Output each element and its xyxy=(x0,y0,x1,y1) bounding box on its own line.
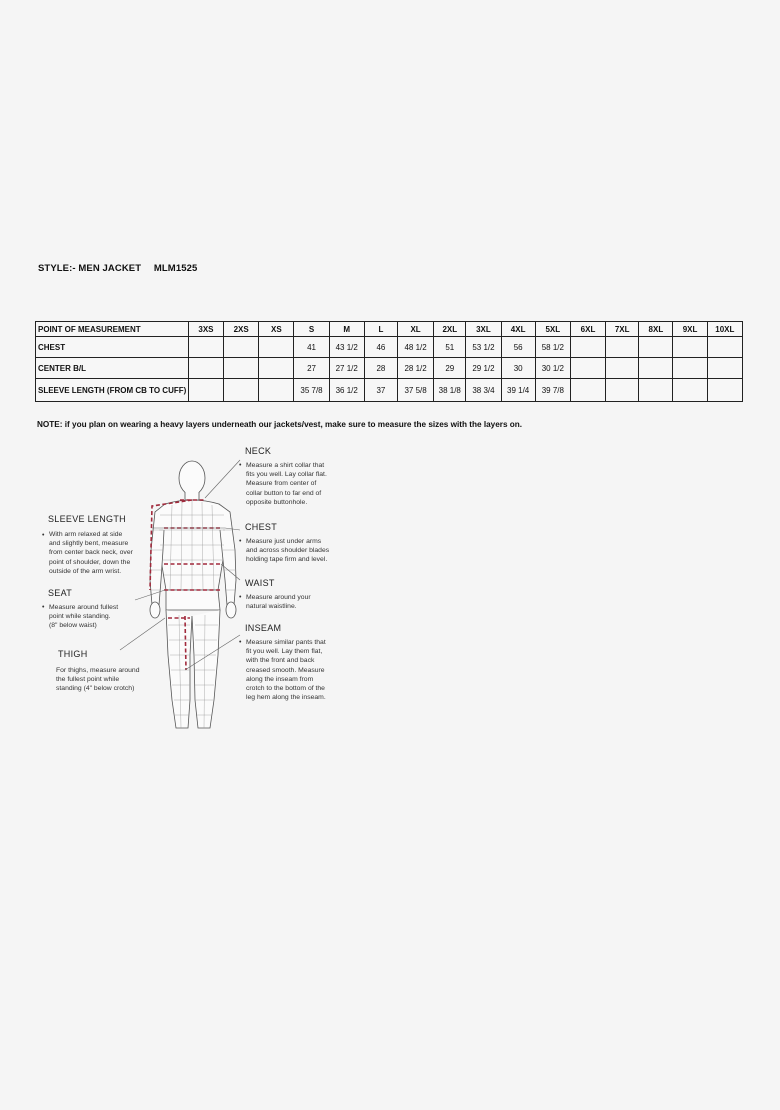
chest-instructions xyxy=(246,537,329,565)
table-row xyxy=(36,379,743,402)
table-cell: 38 3/4 xyxy=(466,379,501,402)
row-label: CENTER B/L xyxy=(36,358,189,379)
table-cell: 30 xyxy=(501,358,535,379)
table-cell: 35 7/8 xyxy=(294,379,329,402)
neck-label: NECK xyxy=(245,446,272,456)
table-cell xyxy=(707,358,742,379)
style-code: MLM1525 xyxy=(153,263,198,274)
table-row xyxy=(36,337,743,358)
table-cell: 37 xyxy=(364,379,397,402)
table-cell xyxy=(570,337,605,358)
column-header: 7XL xyxy=(606,322,639,337)
table-cell: 39 1/4 xyxy=(501,379,535,402)
instruction-line: natural waistline. xyxy=(246,603,297,611)
instruction-line: Measure just under arms xyxy=(246,538,322,545)
instruction-line: along the inseam from xyxy=(246,675,314,683)
inseam-label: INSEAM xyxy=(245,623,282,633)
table-cell xyxy=(259,358,294,379)
bullet-icon: • xyxy=(42,604,45,611)
instruction-line: Measure around fullest xyxy=(49,604,119,611)
table-cell: 28 xyxy=(364,358,397,379)
table-cell: 27 1/2 xyxy=(329,358,364,379)
column-header: 3XS xyxy=(188,322,223,337)
inseam-instructions xyxy=(246,638,326,702)
table-cell: 27 xyxy=(294,358,329,379)
table-cell: 29 1/2 xyxy=(466,358,501,379)
layering-note: NOTE: if you plan on wearing a heavy layers underneath our jackets/vest, make sure to measure the sizes with the layers on. xyxy=(37,420,523,429)
column-header: POINT OF MEASUREMENT xyxy=(36,322,189,337)
table-cell xyxy=(188,358,223,379)
table-cell xyxy=(188,379,223,402)
instruction-line: fit you well. Lay them flat, xyxy=(246,648,323,656)
table-cell xyxy=(188,337,223,358)
instruction-line: crotch to the bottom of the xyxy=(246,685,325,693)
table-cell xyxy=(707,379,742,402)
table-cell: 29 xyxy=(434,358,466,379)
style-label: STYLE:- MEN JACKET xyxy=(38,263,142,274)
instruction-line: with the front and back xyxy=(246,657,315,665)
instruction-line: holding tape firm and level. xyxy=(246,556,328,564)
bullet-icon: • xyxy=(239,538,242,545)
instruction-line: fits you well. Lay collar flat. xyxy=(246,471,327,479)
table-cell: 36 1/2 xyxy=(329,379,364,402)
column-header: 4XL xyxy=(501,322,535,337)
sleeve-instructions xyxy=(49,530,133,576)
table-cell xyxy=(707,337,742,358)
instruction-line: leg hem along the inseam. xyxy=(246,694,326,702)
column-header: L xyxy=(364,322,397,337)
instruction-line: For thighs, measure around xyxy=(56,667,140,674)
instruction-line: Measure a shirt collar that xyxy=(246,462,325,469)
instruction-line: (8" below waist) xyxy=(49,622,97,630)
style-heading xyxy=(38,263,197,274)
table-cell xyxy=(224,379,259,402)
measurement-guide xyxy=(40,440,360,740)
waist-instructions xyxy=(246,593,311,611)
bullet-icon: • xyxy=(42,532,45,539)
instruction-line: standing (4" below crotch) xyxy=(56,685,135,693)
column-header: 3XL xyxy=(466,322,501,337)
table-cell xyxy=(570,379,605,402)
instruction-line: Measure similar pants that xyxy=(246,639,326,646)
table-cell xyxy=(639,379,673,402)
table-cell xyxy=(606,379,639,402)
seat-instructions xyxy=(49,603,118,631)
table-cell: 28 1/2 xyxy=(397,358,433,379)
instruction-line: collar button to far end of xyxy=(246,489,322,497)
table-cell xyxy=(259,337,294,358)
table-cell xyxy=(639,337,673,358)
table-cell: 41 xyxy=(294,337,329,358)
table-cell: 43 1/2 xyxy=(329,337,364,358)
bullet-icon: • xyxy=(239,594,242,601)
table-cell: 37 5/8 xyxy=(397,379,433,402)
table-cell xyxy=(673,358,707,379)
column-header: 10XL xyxy=(707,322,742,337)
instruction-line: outside of the arm wrist. xyxy=(49,567,122,575)
sleeve-length-label: SLEEVE LENGTH xyxy=(48,514,126,524)
table-cell: 58 1/2 xyxy=(535,337,570,358)
instruction-line: With arm relaxed at side xyxy=(49,531,123,538)
column-header: 2XL xyxy=(434,322,466,337)
column-header: 8XL xyxy=(639,322,673,337)
table-cell xyxy=(606,358,639,379)
bullet-icon: • xyxy=(239,639,242,646)
column-header: XS xyxy=(259,322,294,337)
table-cell xyxy=(606,337,639,358)
table-cell xyxy=(639,358,673,379)
instruction-line: opposite buttonhole. xyxy=(246,498,308,506)
thigh-instructions xyxy=(56,666,140,694)
column-header: M xyxy=(329,322,364,337)
column-header: 6XL xyxy=(570,322,605,337)
instruction-line: the fullest point while xyxy=(56,676,120,684)
table-cell: 56 xyxy=(501,337,535,358)
table-cell: 51 xyxy=(434,337,466,358)
table-cell xyxy=(673,379,707,402)
table-cell: 48 1/2 xyxy=(397,337,433,358)
instruction-line: Measure around your xyxy=(246,594,311,601)
table-cell: 38 1/8 xyxy=(434,379,466,402)
table-cell xyxy=(570,358,605,379)
bullet-icon: • xyxy=(239,462,242,469)
instruction-line: Measure from center of xyxy=(246,480,317,488)
column-header: S xyxy=(294,322,329,337)
table-cell xyxy=(259,379,294,402)
row-label: CHEST xyxy=(36,337,189,358)
table-row xyxy=(36,358,743,379)
waist-label: WAIST xyxy=(245,578,275,588)
table-cell: 53 1/2 xyxy=(466,337,501,358)
instruction-line: and across shoulder blades xyxy=(246,547,330,555)
neck-instructions xyxy=(246,461,327,507)
table-cell xyxy=(224,337,259,358)
table-cell: 46 xyxy=(364,337,397,358)
instruction-line: from center back neck, over xyxy=(49,549,133,557)
chest-label: CHEST xyxy=(245,522,278,532)
size-chart-table xyxy=(35,321,743,402)
thigh-label: THIGH xyxy=(58,649,88,659)
table-cell: 30 1/2 xyxy=(535,358,570,379)
instruction-line: point of shoulder, down the xyxy=(49,558,131,566)
table-cell xyxy=(673,337,707,358)
column-header: 5XL xyxy=(535,322,570,337)
column-header: 2XS xyxy=(224,322,259,337)
instruction-line: and slightly bent, measure xyxy=(49,540,129,548)
table-header-row xyxy=(36,322,743,337)
instruction-line: creased smooth. Measure xyxy=(246,666,325,674)
column-header: 9XL xyxy=(673,322,707,337)
row-label: SLEEVE LENGTH (FROM CB TO CUFF) xyxy=(36,379,189,402)
table-cell xyxy=(224,358,259,379)
instruction-line: point while standing. xyxy=(49,613,111,621)
column-header: XL xyxy=(397,322,433,337)
table-cell: 39 7/8 xyxy=(535,379,570,402)
seat-label: SEAT xyxy=(48,588,73,598)
